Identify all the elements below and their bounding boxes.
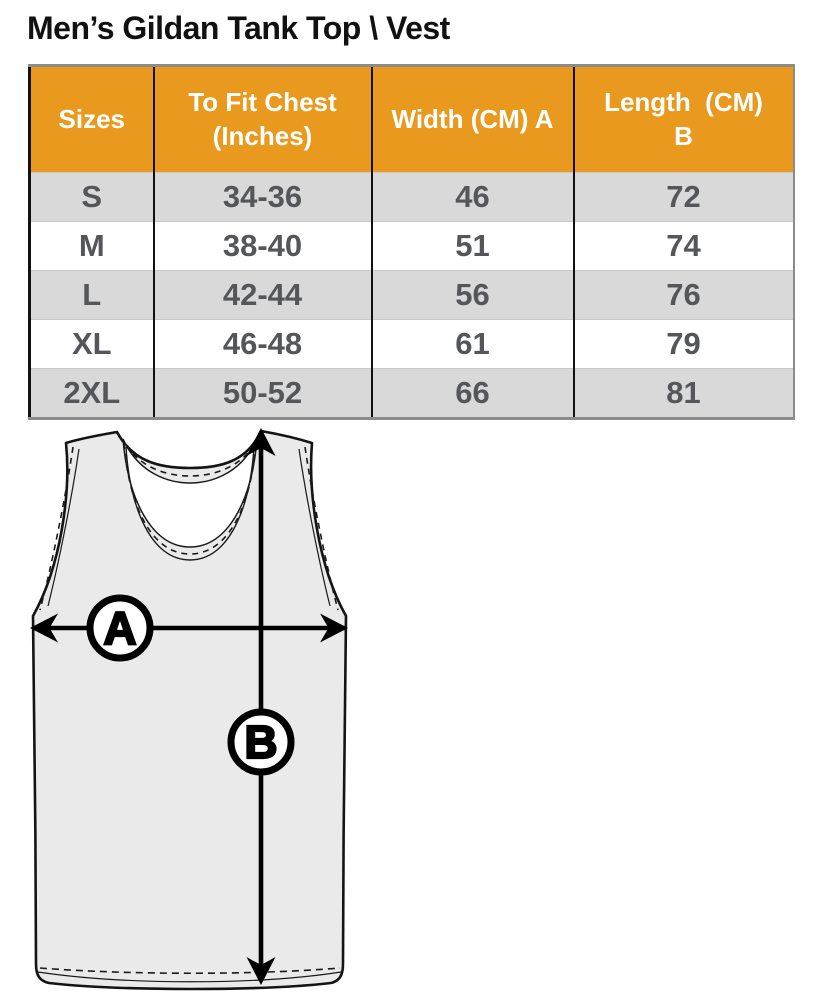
width-label-badge — [90, 598, 150, 658]
width-cell: 51 — [372, 222, 574, 271]
table-row — [30, 222, 794, 271]
table-row — [30, 320, 794, 369]
page-title: Men’s Gildan Tank Top \ Vest — [27, 10, 450, 46]
table-row — [30, 173, 794, 222]
length-cell: 81 — [574, 369, 794, 419]
length-cell: 72 — [574, 173, 794, 222]
size-cell: M — [30, 222, 154, 271]
table-row — [30, 271, 794, 320]
chest-cell: 34-36 — [154, 173, 372, 222]
chest-cell: 38-40 — [154, 222, 372, 271]
length-cell: 76 — [574, 271, 794, 320]
length-cell: 79 — [574, 320, 794, 369]
size-cell: XL — [30, 320, 154, 369]
length-cell: 74 — [574, 222, 794, 271]
column-header-length: Length (CM) B — [574, 66, 794, 173]
tank-top-diagram — [15, 422, 365, 995]
table-row — [30, 369, 794, 419]
size-cell: 2XL — [30, 369, 154, 419]
length-label-badge — [231, 712, 291, 772]
column-header-sizes: Sizes — [30, 66, 154, 173]
chest-cell: 50-52 — [154, 369, 372, 419]
column-header-chest: To Fit Chest (Inches) — [154, 66, 372, 173]
size-cell: L — [30, 271, 154, 320]
width-label: A — [103, 602, 137, 654]
length-label: B — [244, 716, 278, 768]
width-cell: 56 — [372, 271, 574, 320]
table-header-row — [30, 66, 794, 173]
size-cell: S — [30, 173, 154, 222]
chest-cell: 42-44 — [154, 271, 372, 320]
chest-cell: 46-48 — [154, 320, 372, 369]
size-table — [28, 64, 795, 420]
width-cell: 61 — [372, 320, 574, 369]
width-cell: 46 — [372, 173, 574, 222]
width-cell: 66 — [372, 369, 574, 419]
column-header-width: Width (CM) A — [372, 66, 574, 173]
